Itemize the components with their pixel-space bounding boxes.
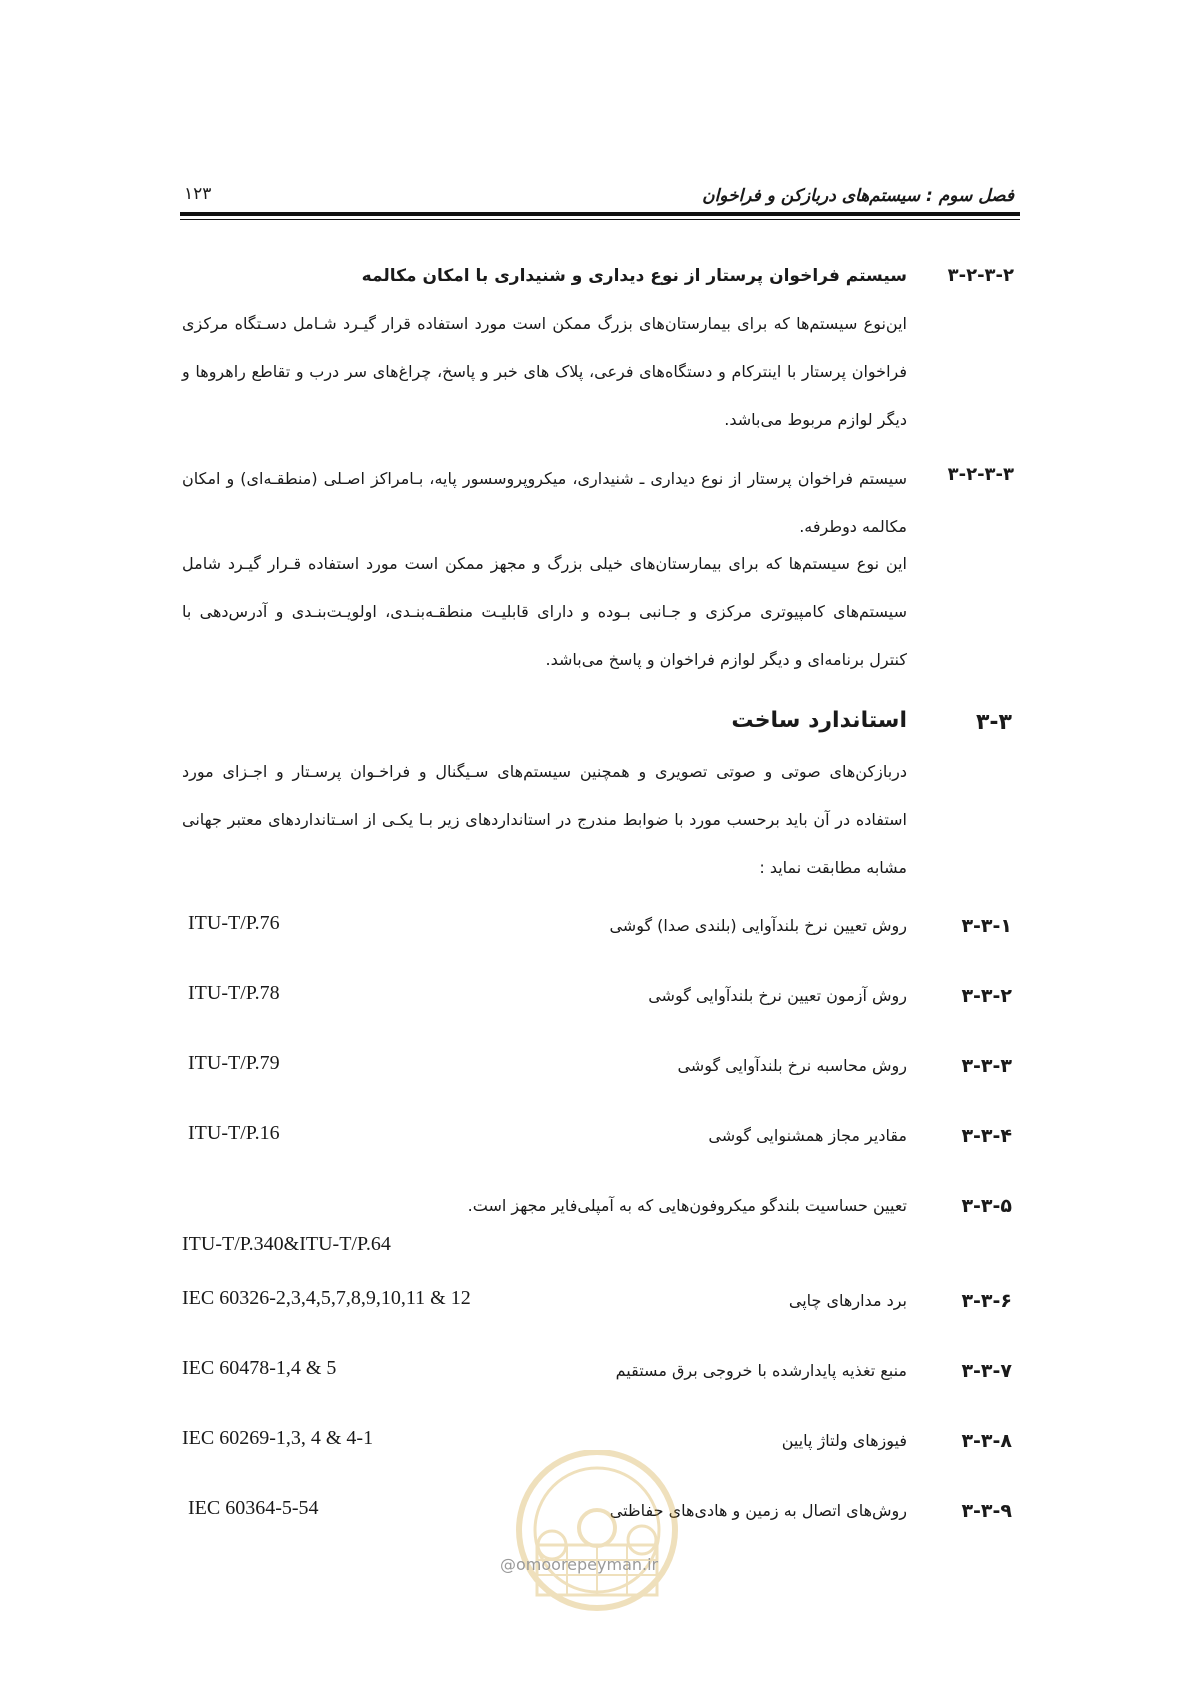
list-item-standard-code: ITU-T/P.16 [188,1122,280,1144]
section-number: ۳-۲-۳-۳ [947,464,1014,485]
watermark-logo-icon [497,1450,697,1650]
section-number: ۳-۳ [976,710,1012,735]
list-item-standard-code: ITU-T/P.78 [188,982,280,1004]
list-item-number: ۳-۳-۱ [961,915,1012,937]
section-paragraph: دربازکن‌های صوتی و صوتی تصویری و همچنین سیستم‌های سـیگنال و فراخـوان پرسـتار و اجـزای مورد استفاده در آن باید برحسب مورد با ضوابط مندرج در استانداردهای زیر بـا یکـی از اسـتانداردهای معتبر جهانی مشابه مطابقت نماید : [182,762,907,877]
list-item-description: روش‌های اتصال به زمین و هادی‌های حفاظتی [609,1501,907,1520]
list-item-number: ۳-۳-۴ [961,1125,1012,1147]
list-item-number: ۳-۳-۶ [961,1290,1012,1312]
page-number: ۱۲۳ [184,184,212,204]
list-item-number: ۳-۳-۲ [961,985,1012,1007]
list-item-standard-code: ITU-T/P.79 [188,1052,280,1074]
watermark-text: @omoorepeyman.ir [500,1555,659,1574]
section-paragraph: این نوع سیستم‌ها که برای بیمارستان‌های خیلی بزرگ و مجهز ممکن است مورد استفاده قـرار گیـرد شامل سیستم‌های کامپیوتری مرکزی و جـانبی بـوده و دارای قابلیـت منطقـه‌بنـدی، اولویـت‌بنـدی و آدرس‌دهی با کنترل برنامه‌ای و دیگر لوازم فراخوان و پاسخ می‌باشد. [182,554,907,669]
list-item-standard-code: IEC 60269-1,3, 4 & 4-1 [182,1427,374,1449]
list-item-number: ۳-۳-۸ [961,1430,1012,1452]
list-item-number: ۳-۳-۷ [961,1360,1012,1382]
list-item-description: منبع تغذیه پایدارشده با خروجی برق مستقیم [615,1361,907,1380]
list-item-standard-code: IEC 60326-2,3,4,5,7,8,9,10,11 & 12 [182,1287,471,1309]
section-heading: استاندارد ساخت [731,708,907,733]
list-item-number: ۳-۳-۹ [961,1500,1012,1522]
list-item-description: روش محاسبه نرخ بلندآوایی گوشی [677,1056,907,1075]
running-header-title: فصل سوم : سیستم‌های دربازکن و فراخوان [702,186,1014,206]
list-item-description: فیوزهای ولتاژ پایین [781,1431,907,1450]
list-item-standard-code: ITU-T/P.76 [188,912,280,934]
list-item-standard-code: IEC 60478-1,4 & 5 [182,1357,337,1379]
list-item-standard-code: ITU-T/P.340&ITU-T/P.64 [182,1233,391,1255]
list-item-number: ۳-۳-۵ [961,1195,1012,1217]
list-item-standard-code: IEC 60364-5-54 [188,1497,319,1519]
list-item-description: برد مدارهای چاپی [788,1291,907,1310]
list-item-description: روش تعیین نرخ بلندآوایی (بلندی صدا) گوشی [609,916,907,935]
section-paragraph: این‌نوع سیستم‌ها که برای بیمارستان‌های بزرگ ممکن است مورد استفاده قرار گیـرد شـامل دسـتگاه مرکزی فراخوان پرستار با اینترکام و دستگاه‌های فرعی، پلاک های خبر و پاسخ، چراغ‌های سر درب و تقاطع راهروها و دیگر لوازم مربوط می‌باشد. [182,314,907,429]
section-number: ۳-۲-۳-۲ [947,265,1014,286]
list-item-number: ۳-۳-۳ [961,1055,1012,1077]
header-rule-thick [180,212,1020,216]
header-rule-thin [180,219,1020,220]
list-item-description: تعیین حساسیت بلندگو میکروفون‌هایی که به آمپلی‌فایر مجهز است. [467,1196,907,1215]
list-item-description: روش آزمون تعیین نرخ بلندآوایی گوشی [648,986,907,1005]
section-title: سیستم فراخوان پرستار از نوع دیداری ـ شنیداری، میکروپروسسور پایه، بـامراکز اصـلی (منطقـه‌ای) و امکان مکالمه دوطرفه. [182,469,907,536]
section-title: سیستم فراخوان پرستار از نوع دیداری و شنیداری با امکان مکالمه [361,266,907,286]
list-item-description: مقادیر مجاز همشنوایی گوشی [708,1126,907,1145]
